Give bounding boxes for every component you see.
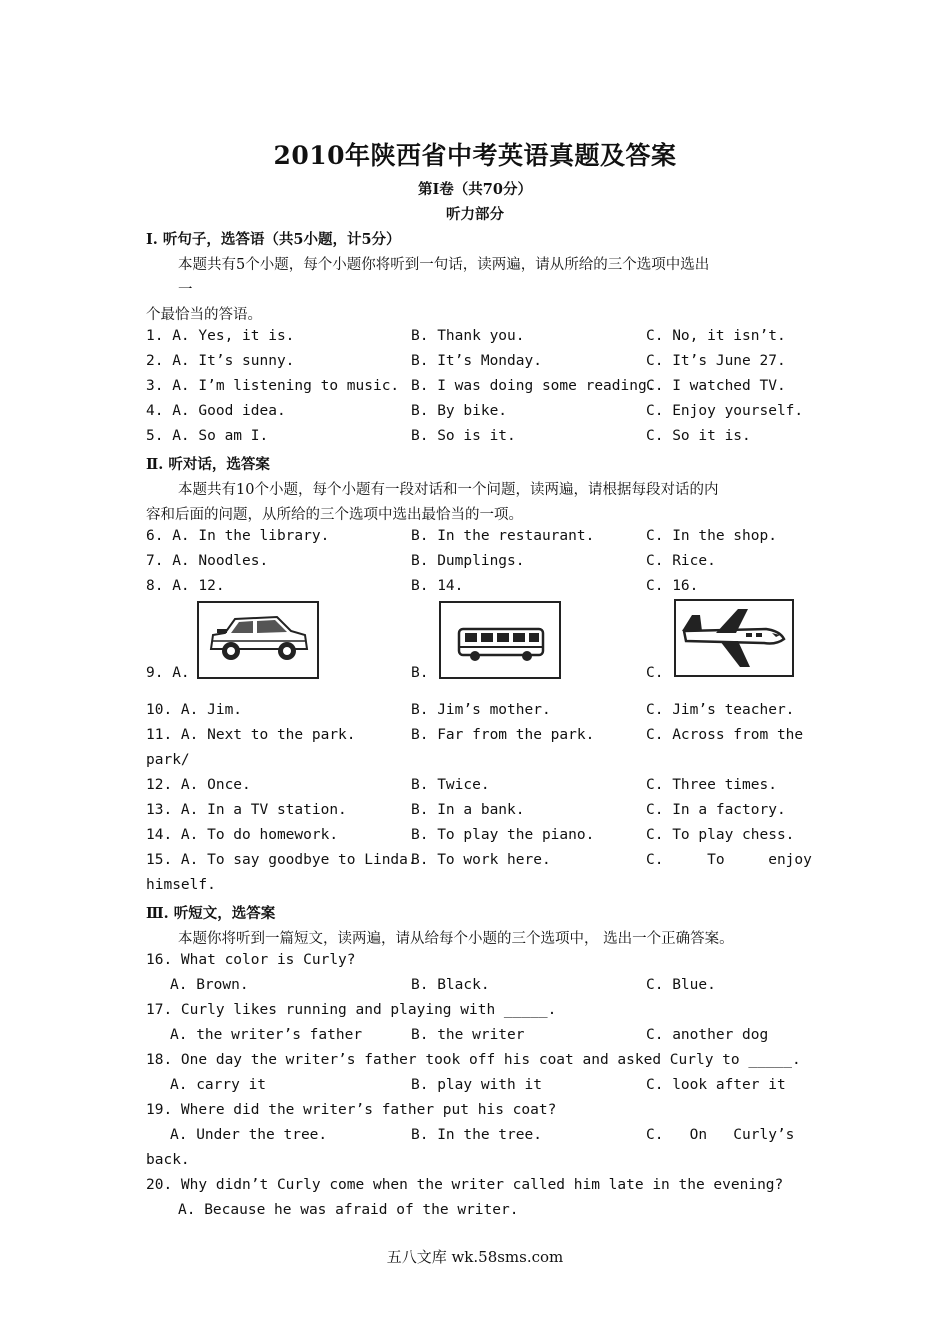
question-row <box>0 1127 950 1149</box>
option-c: C. To enjoy <box>646 852 812 868</box>
option-a: 13. A. In a TV station. <box>146 802 347 818</box>
question-stem: 19. Where did the writer’s father put his coat? <box>146 1102 557 1118</box>
option-a: 15. A. To say goodbye to Linda. <box>146 852 417 868</box>
option-c: C. I watched TV. <box>646 378 786 394</box>
section3-intro-line1: 本题你将听到一篇短文，读两遍，请从给每个小题的三个选项中， 选出一个正确答案。 <box>178 931 734 947</box>
section2-intro-line1: 本题共有10个小题，每个小题有一段对话和一个问题，读两遍，请根据每段对话的内 <box>178 482 719 498</box>
option-c-wrap: park/ <box>146 752 190 768</box>
question-row <box>0 852 950 874</box>
option-a: 11. A. Next to the park. <box>146 727 356 743</box>
option-b: B. the writer <box>411 1027 525 1043</box>
option-b: B. Thank you. <box>411 328 525 344</box>
option-c-wrap: himself. <box>146 877 216 893</box>
option-a: A. Because he was afraid of the writer. <box>178 1202 519 1218</box>
option-a: 10. A. Jim. <box>146 702 243 718</box>
option-c: C. So it is. <box>646 428 751 444</box>
question-row <box>0 1077 950 1099</box>
option-c: C. Blue. <box>646 977 716 993</box>
paper-part-heading: 第Ⅰ卷（共70分） <box>418 181 532 198</box>
question-stem: 18. One day the writer’s father took off his coat and asked Curly to _____. <box>146 1052 801 1068</box>
option-b: B. <box>411 665 429 681</box>
option-a: 12. A. Once. <box>146 777 251 793</box>
option-a: A. carry it <box>170 1077 267 1093</box>
question-row <box>0 702 950 724</box>
question-row <box>0 553 950 575</box>
question-row <box>0 428 950 450</box>
question-row <box>0 328 950 350</box>
question-row <box>0 403 950 425</box>
question-row <box>0 1027 950 1049</box>
section1-intro-line2: 一 <box>178 282 193 298</box>
option-b: B. It’s Monday. <box>411 353 542 369</box>
option-c: C. 16. <box>646 578 699 594</box>
option-a: 6. A. In the library. <box>146 528 330 544</box>
option-b: B. 14. <box>411 578 464 594</box>
option-a: 8. A. 12. <box>146 578 225 594</box>
section1-heading: Ⅰ. 听句子，选答语（共5小题，计5分） <box>146 231 401 248</box>
question-row <box>0 777 950 799</box>
option-a: A. Brown. <box>170 977 249 993</box>
question-row <box>0 827 950 849</box>
option-c: C. Across from the <box>646 727 804 743</box>
option-b: B. So is it. <box>411 428 516 444</box>
option-c: C. look after it <box>646 1077 786 1093</box>
option-c: C. Jim’s teacher. <box>646 702 795 718</box>
question-stem: 17. Curly likes running and playing with _____. <box>146 1002 557 1018</box>
section2-heading: Ⅱ. 听对话，选答案 <box>146 456 270 473</box>
airplane-icon <box>676 601 792 675</box>
option-a: A. the writer’s father <box>170 1027 363 1043</box>
option-b: B. I was doing some reading. <box>411 378 656 394</box>
question-row <box>0 802 950 824</box>
option-c: C. Enjoy yourself. <box>646 403 804 419</box>
option-a: 7. A. Noodles. <box>146 553 269 569</box>
option-c: C. No, it isn’t. <box>646 328 786 344</box>
option-c: C. another dog <box>646 1027 769 1043</box>
listening-part-heading: 听力部分 <box>446 206 504 223</box>
option-b: B. play with it <box>411 1077 542 1093</box>
option-b: B. To work here. <box>411 852 551 868</box>
option-b: B. Jim’s mother. <box>411 702 551 718</box>
option-c-wrap: back. <box>146 1152 190 1168</box>
option-c: C. Three times. <box>646 777 777 793</box>
question-row <box>0 727 950 749</box>
footer-watermark: 五八文库 wk.58sms.com <box>386 1248 564 1266</box>
option-a: 5. A. So am I. <box>146 428 269 444</box>
option-a: 4. A. Good idea. <box>146 403 286 419</box>
option-a: 2. A. It’s sunny. <box>146 353 295 369</box>
option-b: B. Black. <box>411 977 490 993</box>
option-a: 9. A. <box>146 665 190 681</box>
option-c: C. To play chess. <box>646 827 795 843</box>
page-title: 2010年陕西省中考英语真题及答案 <box>273 141 677 170</box>
question-row <box>0 578 950 600</box>
option-b: B. To play the piano. <box>411 827 595 843</box>
option-c: C. Rice. <box>646 553 716 569</box>
option-c: C. In the shop. <box>646 528 777 544</box>
question-stem: 20. Why didn’t Curly come when the writer called him late in the evening? <box>146 1177 784 1193</box>
section1-intro-line3: 个最恰当的答语。 <box>146 307 262 323</box>
option-c: C. <box>646 665 664 681</box>
question-row <box>0 353 950 375</box>
option-a: 14. A. To do homework. <box>146 827 339 843</box>
question-row <box>0 977 950 999</box>
section2-intro-line2: 容和后面的问题，从所给的三个选项中选出最恰当的一项。 <box>146 507 523 523</box>
option-b: B. In a bank. <box>411 802 525 818</box>
question-row <box>0 665 950 687</box>
section3-heading: Ⅲ. 听短文，选答案 <box>146 905 276 922</box>
option-c: C. In a factory. <box>646 802 786 818</box>
option-b: B. By bike. <box>411 403 508 419</box>
option-b: B. Far from the park. <box>411 727 595 743</box>
option-c: C. On Curly’s <box>646 1127 795 1143</box>
option-b: B. In the tree. <box>411 1127 542 1143</box>
option-b: B. Twice. <box>411 777 490 793</box>
option-a: A. Under the tree. <box>170 1127 328 1143</box>
question-stem: 16. What color is Curly? <box>146 952 356 968</box>
option-b: B. Dumplings. <box>411 553 525 569</box>
option-a: 1. A. Yes, it is. <box>146 328 295 344</box>
question-row <box>0 528 950 550</box>
option-b: B. In the restaurant. <box>411 528 595 544</box>
option-a: 3. A. I’m listening to music. <box>146 378 400 394</box>
option-c: C. It’s June 27. <box>646 353 786 369</box>
question-row <box>0 378 950 400</box>
section1-intro-line1: 本题共有5个小题，每个小题你将听到一句话，读两遍，请从所给的三个选项中选出 <box>178 257 710 273</box>
